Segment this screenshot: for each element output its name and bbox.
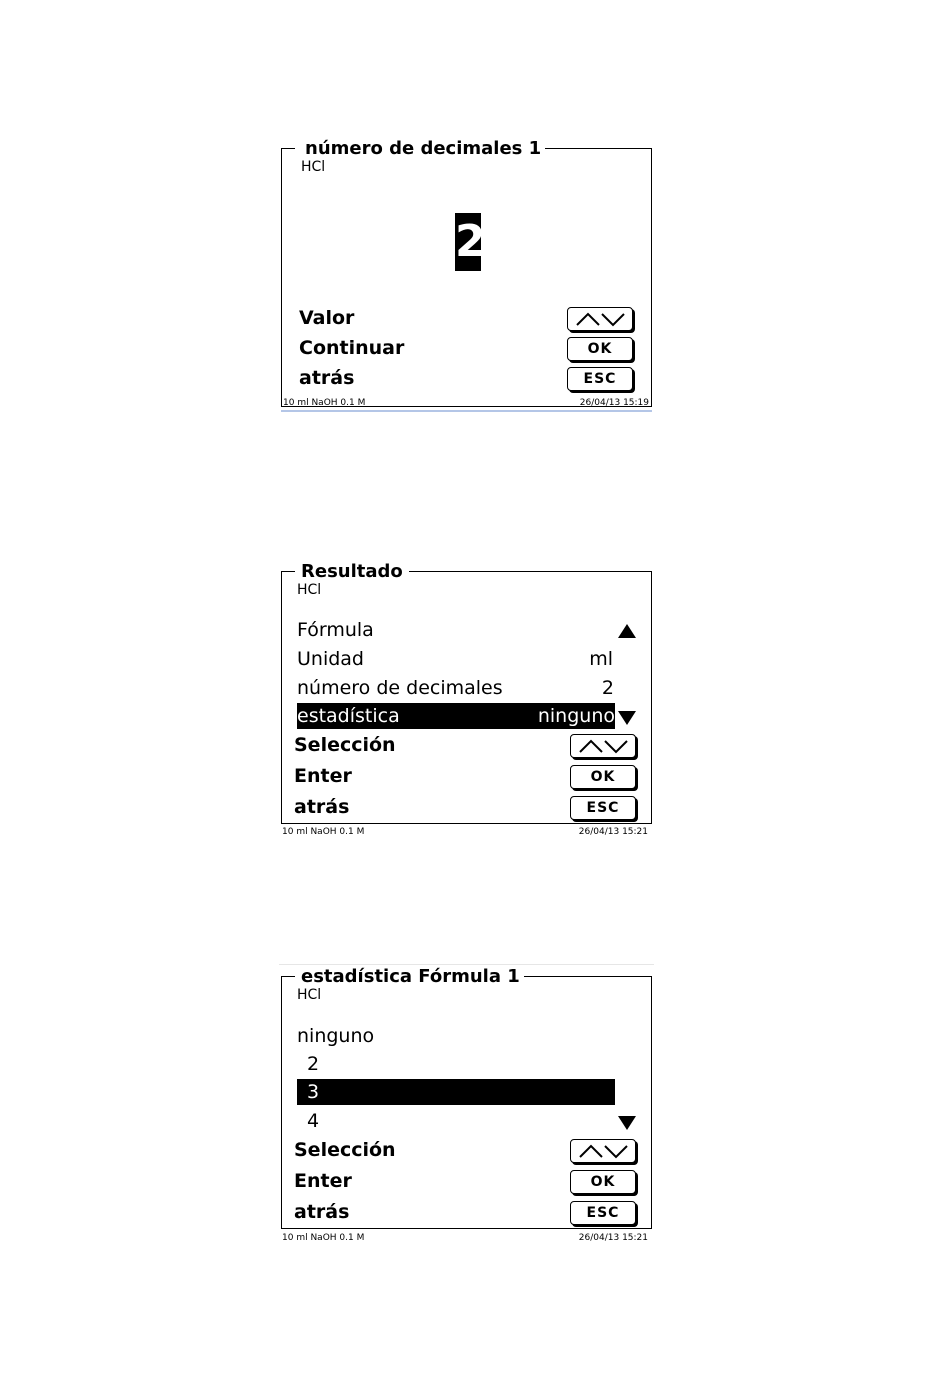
decimals-screen: [281, 138, 652, 414]
screen-subtitle: HCl: [301, 159, 326, 175]
screen-title: número de decimales 1: [301, 139, 545, 159]
up-down-key[interactable]: [570, 1139, 636, 1163]
screen-subtitle: HCl: [297, 582, 322, 598]
frame-top-border: [281, 148, 295, 149]
status-method: 10 ml NaOH 0.1 M: [282, 827, 365, 837]
option-item[interactable]: [297, 1108, 615, 1134]
row-label: número de decimales: [297, 677, 503, 699]
list-item-formula[interactable]: [297, 617, 615, 643]
row-value: ml: [589, 648, 613, 670]
list-item-decimals[interactable]: [297, 675, 614, 701]
row-label: Fórmula: [297, 619, 374, 641]
status-bar: [282, 1233, 648, 1244]
ok-key[interactable]: OK: [567, 337, 633, 361]
list-item-unit[interactable]: [297, 646, 613, 672]
up-down-arrows-icon: [576, 1143, 630, 1159]
option-label: ninguno: [297, 1025, 375, 1047]
back-label: atrás: [294, 1201, 350, 1223]
decimals-value[interactable]: 2: [455, 213, 481, 271]
row-value: ninguno: [537, 705, 615, 727]
ok-key[interactable]: OK: [570, 765, 636, 789]
ok-key[interactable]: OK: [570, 1170, 636, 1194]
result-screen: [281, 561, 652, 839]
enter-label: Enter: [294, 1170, 352, 1192]
frame-top-border: [537, 148, 651, 149]
list-item-statistics[interactable]: [297, 703, 615, 729]
selection-label: Selección: [294, 1139, 396, 1161]
option-item-selected[interactable]: [297, 1079, 615, 1105]
option-label: 4: [307, 1110, 320, 1132]
esc-key[interactable]: ESC: [570, 796, 636, 820]
row-label: Unidad: [297, 648, 364, 670]
top-rule: [279, 964, 654, 965]
status-bar: [283, 398, 649, 409]
scroll-down-icon: [618, 1116, 636, 1130]
scroll-down-icon: [618, 711, 636, 725]
status-bar: [282, 827, 648, 838]
bottom-rule: [281, 410, 652, 412]
up-down-arrows-icon: [576, 738, 630, 754]
option-item[interactable]: [297, 1023, 615, 1049]
screen-subtitle: HCl: [297, 987, 322, 1003]
screen-title: Resultado: [297, 562, 407, 582]
frame-top-border: [409, 571, 651, 572]
status-datetime: 26/04/13 15:21: [578, 1233, 648, 1243]
enter-label: Enter: [294, 765, 352, 787]
back-label: atrás: [294, 796, 350, 818]
scroll-up-icon: [618, 624, 636, 638]
frame-top-border: [523, 976, 651, 977]
option-label: 3: [307, 1081, 320, 1103]
status-method: 10 ml NaOH 0.1 M: [283, 398, 366, 408]
statistics-screen: [281, 966, 652, 1246]
esc-key[interactable]: ESC: [570, 1201, 636, 1225]
status-method: 10 ml NaOH 0.1 M: [282, 1233, 365, 1243]
option-item[interactable]: [297, 1051, 615, 1077]
row-value: 2: [601, 677, 614, 699]
frame-top-border: [281, 571, 295, 572]
row-label: estadística: [297, 705, 400, 727]
up-down-key[interactable]: [570, 734, 636, 758]
option-label: 2: [307, 1053, 320, 1075]
up-down-arrows-icon: [573, 311, 627, 327]
esc-key[interactable]: ESC: [567, 367, 633, 391]
screen-title: estadística Fórmula 1: [297, 967, 524, 987]
frame-top-border: [281, 976, 295, 977]
status-datetime: 26/04/13 15:19: [579, 398, 649, 408]
up-down-key[interactable]: [567, 307, 633, 331]
value-label: Valor: [299, 307, 355, 329]
back-label: atrás: [299, 367, 355, 389]
continue-label: Continuar: [299, 337, 405, 359]
selection-label: Selección: [294, 734, 396, 756]
status-datetime: 26/04/13 15:21: [578, 827, 648, 837]
